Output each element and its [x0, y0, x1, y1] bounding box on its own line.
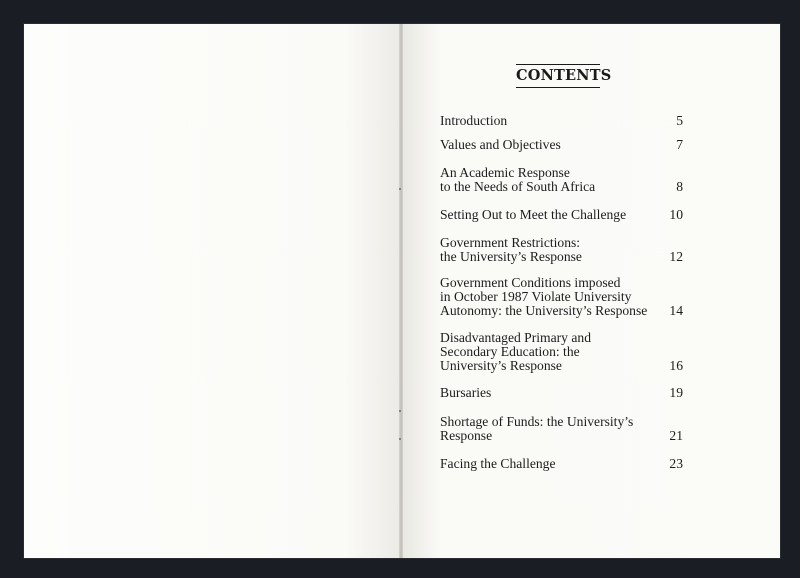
toc-entry-title — [440, 236, 655, 264]
toc-entry-title — [440, 166, 655, 194]
binding-mark — [399, 410, 401, 412]
binding-mark — [399, 188, 401, 190]
toc-entry-title — [440, 208, 655, 222]
toc-entry-line: Disadvantaged Primary and — [440, 330, 591, 345]
toc-entry-line: Facing the Challenge — [440, 456, 556, 471]
toc-entry-line: Values and Objectives — [440, 137, 561, 152]
toc-entry-line: University’s Response — [440, 358, 562, 373]
toc-entry-page: 21 — [669, 428, 683, 443]
toc-entry-title — [440, 386, 655, 400]
toc-entry-page: 8 — [676, 179, 683, 194]
toc-entry-line: Secondary Education: the — [440, 344, 580, 359]
toc-entry-page: 7 — [676, 137, 683, 152]
toc-entry-page: 16 — [669, 358, 683, 373]
toc-entry-title — [440, 138, 655, 152]
toc-entry-line: in October 1987 Violate University — [440, 289, 632, 304]
toc-entry-line: An Academic Response — [440, 165, 570, 180]
toc-entry-line: to the Needs of South Africa — [440, 179, 596, 194]
toc-entry-page: 12 — [669, 249, 683, 264]
toc-entry-title — [440, 331, 655, 373]
toc-entry-line: Introduction — [440, 113, 508, 128]
left-blank-page — [24, 24, 400, 558]
toc-entry-line: Government Restrictions: — [440, 235, 581, 250]
toc-entry-page: 23 — [669, 456, 683, 471]
toc-entry-line: Response — [440, 428, 493, 443]
binding-mark — [399, 438, 401, 440]
toc-entry-title — [440, 415, 655, 443]
toc-entry-title — [440, 276, 655, 318]
toc-entry-line: the University’s Response — [440, 249, 582, 264]
toc-entry-title — [440, 114, 655, 128]
toc-entry-line: Government Conditions imposed — [440, 275, 621, 290]
contents-heading: CONTENTS — [516, 64, 600, 88]
toc-entry-line: Setting Out to Meet the Challenge — [440, 207, 627, 222]
toc-entry-page: 19 — [669, 385, 683, 400]
toc-entry-line: Shortage of Funds: the University’s — [440, 414, 634, 429]
toc-entry-page: 14 — [669, 303, 683, 318]
toc-entry-page: 5 — [676, 113, 683, 128]
toc-entry-line: Bursaries — [440, 385, 492, 400]
toc-entry-line: Autonomy: the University’s Response — [440, 303, 648, 318]
booklet-spread — [24, 24, 780, 558]
toc-entry-page: 10 — [669, 207, 683, 222]
toc-entry-title — [440, 457, 655, 471]
